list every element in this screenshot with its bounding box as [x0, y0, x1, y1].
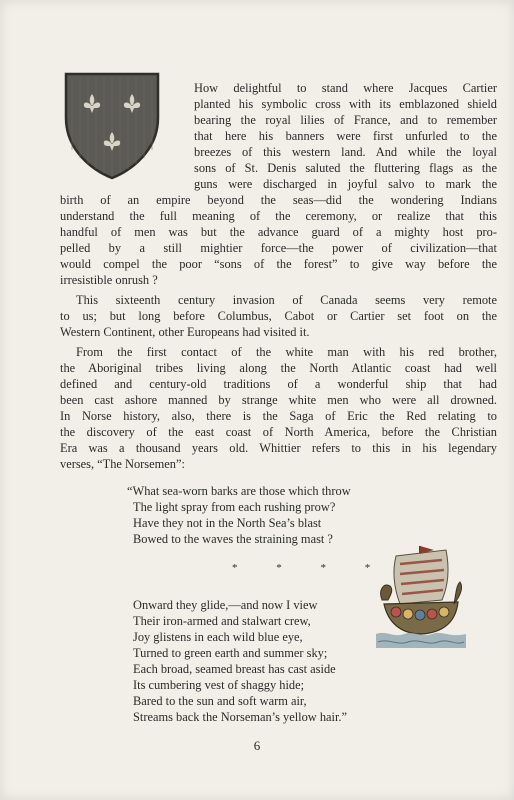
para1-line: guns were discharged in joyful salvo to mark the: [194, 177, 497, 191]
stanza1-line: Bowed to the waves the straining mast ?: [133, 532, 333, 546]
stanza2-line: Onward they glide,—and now I view: [133, 598, 318, 612]
para3-line: the discovery of the east coast of North America, before the Christian: [60, 425, 497, 439]
para1-line: bearing the royal lilies of France, and to remember: [194, 113, 497, 127]
stanza2-line: Streams back the Norseman’s yellow hair.”: [133, 710, 348, 724]
stanza2-line: Bared to the sun and soft warm air,: [133, 694, 307, 708]
para1-line: breezes of this western land. And while the loyal: [194, 145, 497, 159]
para1-line: How delightful to stand where Jacques Cartier: [194, 81, 497, 95]
stanza2-line: Its cumbering vest of shaggy hide;: [133, 678, 305, 692]
para3-line: been cast ashore manned by strange white men who were all drowned.: [60, 393, 497, 407]
para1-line: understand the full meaning of the ceremony, or realize that this: [60, 209, 497, 223]
para3-line: In Norse history, also, there is the Saga of Eric the Red relating to: [60, 409, 497, 423]
stanza2-line: Each broad, seamed breast has cast aside: [133, 662, 336, 676]
page-number: 6: [253, 738, 261, 753]
stanza1-line: The light spray from each rushing prow?: [133, 500, 336, 514]
stanza1-line: Have they not in the North Sea’s blast: [133, 516, 322, 530]
para3-line: Era was a thousand years old. Whittier refers to this in his legendary: [60, 441, 497, 455]
para1-line: irresistible onrush ?: [60, 273, 158, 287]
para1-line: that here his banners were first unfurled to the: [194, 129, 497, 143]
para1-line: pelled by a still mightier force—the power of civilization—that: [60, 241, 497, 255]
stanza1-line: “What sea-worn barks are those which throw: [127, 484, 351, 498]
stanza2-line: Joy glistens in each wild blue eye,: [133, 630, 303, 644]
para1-line: planted his symbolic cross with its emblazoned shield: [194, 97, 497, 111]
viking-ship-illustration: [376, 542, 466, 652]
para2-line: Western Continent, other Europeans had visited it.: [60, 325, 310, 339]
shield-fleur-de-lis-icon: [62, 70, 162, 182]
para1-line: sons of St. Denis saluted the fluttering flags as the: [194, 161, 497, 175]
para1-line: birth of an empire beyond the seas—did the wondering Indians: [60, 193, 497, 207]
para3-line: defined and century-old traditions of a wonderful ship that had: [60, 377, 497, 391]
para3-line: From the first contact of the white man with his red brother,: [76, 345, 497, 359]
para1-line: handful of men was but the advance guard of a mighty host pro-: [60, 225, 497, 239]
para2-line: to us; but long before Columbus, Cabot or Cartier set foot on the: [60, 309, 497, 323]
stanza2-line: Turned to green earth and summer sky;: [133, 646, 328, 660]
section-break-stars: * * * *: [232, 562, 389, 574]
stanza2-line: Their iron-armed and stalwart crew,: [133, 614, 311, 628]
para2-line: This sixteenth century invasion of Canada seems very remote: [76, 293, 497, 307]
para1-line: would compel the poor “sons of the forest” to give way before the: [60, 257, 497, 271]
para3-line: the Aboriginal tribes living along the North Atlantic coast had well: [60, 361, 497, 375]
para3-line: verses, “The Norsemen”:: [60, 457, 185, 471]
